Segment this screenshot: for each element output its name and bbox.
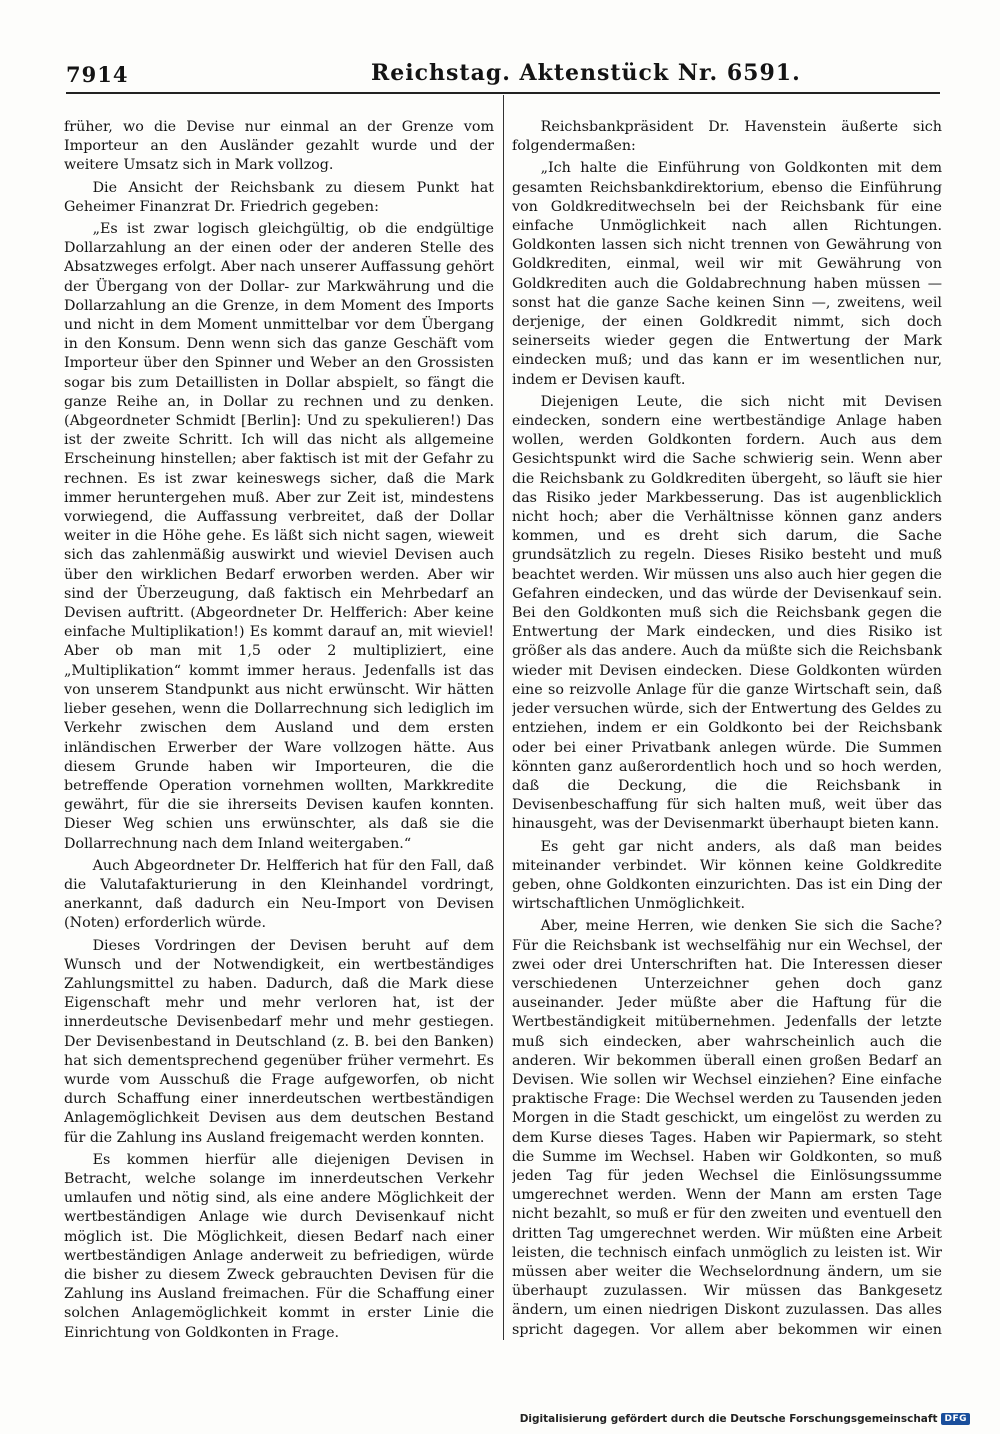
paragraph: Es geht gar nicht anders, als daß man beides miteinander verbindet. Wir können keine Goldkredite geben, ohne Goldkonten einzurichten. Das ist ein Ding der wirtschaftlichen Unmöglichkeit. [512,838,942,913]
paragraph: Reichsbankpräsident Dr. Havenstein äußerte sich folgendermaßen: [512,119,942,155]
quote-paragraph: „Es ist zwar logisch gleichgültig, ob die endgültige Dollarzahlung an der einen oder der anderen Stelle des Absatzweges erfolgt. Aber nach unserer Auffassung gehört der Übergang von der Dollar- zur Markwährung und die Dollarzahlung an die Grenze, in dem Moment des Imports und nicht in dem Moment unmittelbar vor dem Übergang in den Konsum. Denn wenn sich das ganze Geschäft vom Importeur über den Spinner und Weber an den Grossisten sogar bis zum Detaillisten in Dollar abspielt, so fängt die ganze Reihe an, in Dollar zu rechnen und zu denken. (Abgeordneter Schmidt [Berlin]: Und zu spekulieren!) Das ist der zweite Schritt. Ich will das nicht als allgemeine Erscheinung hinstellen; aber faktisch ist mit der Gefahr zu rechnen. Es ist zwar keineswegs sicher, daß die Mark immer heruntergehen muß. Aber zur Zeit ist, mindestens vorwiegend, die Auffassung verbreitet, daß der Dollar weiter in die Höhe gehe. Es läßt sich nicht sagen, wieweit sich das zahlenmäßig auswirkt und wieviel Devisen auch über den wirklichen Bedarf erworben werden. Aber wir sind der Überzeugung, daß faktisch ein Mehrbedarf an Devisen auftritt. (Abgeordneter Dr. Helfferich: Aber keine einfache Multiplikation!) Es kommt darauf an, mit wieviel! Aber ob man mit 1,5 oder 2 multipliziert, eine „Multiplikation“ kommt immer heraus. Jedenfalls ist das von unserem Standpunkt aus nicht erwünscht. Wir hätten lieber gesehen, wenn die Dollarrechnung sich lediglich im Verkehr zwischen dem Ausland und dem ersten inländischen Erwerber der Ware vollzogen hätte. Aus diesem Grunde haben wir Importeuren, die die betreffende Operation vornehmen wollten, Markkredite gewährt, für die sie ihrerseits Devisen kaufen konnten. Dieser Weg schien uns erwünschter, als daß sie die Dollarrechnung nach dem Inland weitergaben.“ [64,221,494,852]
paragraph: Aber, meine Herren, wie denken Sie sich die Sache? Für die Reichsbank ist wechselfähig nur ein Wechsel, der zwei oder drei Unterschriften hat. Die Interessen dieser verschiedenen Unterzeichner gehen doch ganz auseinander. Jeder müßte aber die Haftung für die Wertbeständigkeit mitübernehmen. Jedenfalls der letzte muß sich eindecken, aber wahrscheinlich auch die anderen. Wir bekommen überall einen großen Bedarf an Devisen. Wie sollen wir Wechsel einziehen? Eine einfache praktische Frage: Die Wechsel werden zu Tausenden jeden Morgen in die Stadt geschickt, um eingelöst zu werden zu dem Kurse dieses Tages. Haben wir Papiermark, so steht die Summe im Wechsel. Haben wir Goldkonten, so muß jeden Tag für jeden Wechsel die Einlösungssumme umgerechnet werden. Wenn der Mann am ersten Tage nicht bezahlt, so muß er für den zweiten und eventuell den dritten Tag umgerechnet werden. Wir müßten eine Arbeit leisten, die technisch einfach unmöglich zu leisten ist. Wir müssen aber weiter die Wechselordnung ändern, um sie überhaupt zuzulassen. Wir müssen das Bankgesetz ändern, um einen niedrigen Diskont zuzulassen. Das alles spricht dagegen. Vor allem aber bekommen wir einen [512,918,942,1338]
paragraph: Es kommen hierfür alle diejenigen Devisen in Betracht, welche solange im innerdeutschen Verkehr umlaufen und nötig sind, als eine andere Möglichkeit der wertbeständigen Anlage wie durch Devisenkauf nicht möglich ist. Die Möglichkeit, diesen Bedarf nach einer wertbeständigen Anlage anderweit zu befriedigen, würde die bisher zu diesem Zweck gebrauchten Devisen für die Zahlung ins Ausland freimachen. Für die Schaffung einer solchen Anlagemöglichkeit kommt in erster Linie die Einrichtung von Goldkonten in Frage. [64,1151,494,1340]
quote-paragraph: „Ich halte die Einführung von Goldkonten mit dem gesamten Reichsbankdirektorium, ebenso die Einführung von Goldkreditwechseln bei der Reichsbank für eine einfache Unmöglichkeit nach allen Richtungen. Goldkonten lassen sich nicht trennen von Gewährung von Goldkrediten, einmal, weil wir mit Gewährung von Goldkrediten auch die Goldabrechnung haben müssen — sonst hat die ganze Sache keinen Sinn —, zweitens, weil derjenige, der einen Goldkredit nimmt, sich doch seinerseits wieder gegen die Entwertung der Mark eindecken muß; und das kann er im wesentlichen nur, indem er Devisen kauft. [512,160,942,388]
right-column [512,118,942,1340]
digitization-credit [520,1410,970,1428]
credit-text: Digitalisierung gefördert durch die Deutsche Forschungsgemeinschaft [519,1413,938,1425]
paragraph: früher, wo die Devise nur einmal an der Grenze vom Importeur an den Ausländer gezahlt wurde und der weitere Umsatz sich in Mark vollzog. [64,119,494,174]
column-divider [503,95,504,1340]
page-header [66,58,940,92]
dfg-logo-icon: DFG [941,1413,970,1425]
running-title: Reichstag. Aktenstück Nr. 6591. [371,60,801,86]
paragraph: Auch Abgeordneter Dr. Helfferich hat für den Fall, daß die Valutafakturierung in den Kleinhandel vordringt, anerkannt, daß dadurch ein Neu-Import von Devisen (Noten) erforderlich würde. [64,857,494,932]
page-number: 7914 [66,62,129,87]
header-rule [66,92,940,94]
left-column [64,118,494,1340]
paragraph: Dieses Vordringen der Devisen beruht auf dem Wunsch und der Notwendigkeit, ein wertbeständiges Zahlungsmittel zu haben. Dadurch, daß die Mark diese Eigenschaft mehr und mehr verloren hat, ist der innerdeutsche Devisenbedarf mehr und mehr gestiegen. Der Devisenbestand in Deutschland (z. B. bei den Banken) hat sich dementsprechend gegenüber früher vermehrt. Es wurde vom Ausschuß die Frage aufgeworfen, ob nicht durch Schaffung einer innerdeutschen wertbeständigen Anlagemöglichkeit Devisen aus dem deutschen Bestand für die Zahlung ins Ausland freigemacht werden konnten. [64,937,494,1146]
paragraph: Diejenigen Leute, die sich nicht mit Devisen eindecken, sondern eine wertbeständige Anlage haben wollen, werden Goldkonten fordern. Auch aus dem Gesichtspunkt wird die Sache schwierig sein. Wenn aber die Reichsbank zu Goldkrediten übergeht, so läuft sie hier das Risiko jeder Markbesserung. Das ist augenblicklich nicht hoch; aber die Verhältnisse können ganz anders kommen, und es dreht sich darum, die Sache grundsätzlich zu regeln. Dieses Risiko besteht und muß beachtet werden. Wir müssen uns also auch hier gegen die Gefahren eindecken, und das würde der Devisenkauf sein. Bei den Goldkonten muß sich die Reichsbank gegen die Entwertung der Mark eindecken, und dies Risiko ist größer als das andere. Auch da müßte sich die Reichsbank wieder mit Devisen eindecken. Diese Goldkonten würden eine so reizvolle Anlage für die ganze Wirtschaft sein, daß jeder versuchen würde, sich der Entwertung des Geldes zu entziehen, indem er ein Goldkonto bei der Reichsbank oder bei einer Privatbank anlegen würde. Die Summen könnten ganz außerordentlich hoch und so hoch werden, daß die Deckung, die die Reichsbank in Devisenbeschaffung für sich halten muß, weit über das hinausgeht, was der Devisenmarkt überhaupt bieten kann. [512,393,942,833]
paragraph: Die Ansicht der Reichsbank zu diesem Punkt hat Geheimer Finanzrat Dr. Friedrich gegeben: [64,179,494,215]
